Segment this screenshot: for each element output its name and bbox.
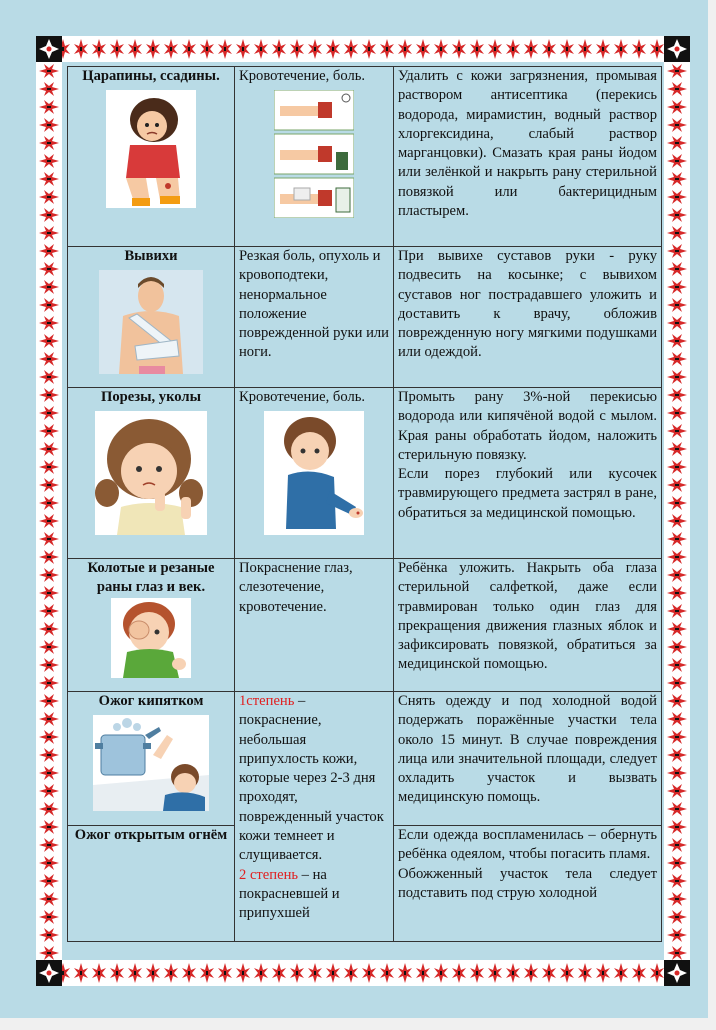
burn-degree-1-text: – покраснение, небольшая припухлость кожи, которые через 2-3 дня проходят, поврежденный участок кожи темнеет и слущивается.	[239, 693, 384, 864]
first-aid-cell	[394, 247, 662, 388]
first-aid-cell	[394, 67, 662, 247]
burn-degree-2-text: – на покрасневшей и припухшей	[239, 866, 340, 922]
injury-cell	[68, 559, 235, 692]
first-aid-text: При вывихе суставов руки - руку подвесить на косынке; с вывихом суставов ног пострадавшего уложить и доставить к врачу, обложив поврежденную ногу мягкими подушками или одеждой.	[398, 248, 657, 361]
symptoms-cell	[235, 559, 394, 692]
ornament-corner	[664, 36, 690, 62]
injury-title: Ожог открытым огнём	[74, 827, 228, 843]
first-aid-text: Удалить с кожи загрязнения, промывая раствором антисептика (перекись водорода, мирамистин, водный раствор хлоргексидина, слабый раствор марганцовки). Смазать края раны йодом или зелёнкой и накрыть рану стерильной повязкой или бактерицидным пластырем.	[398, 68, 657, 220]
first-aid-table	[67, 66, 662, 942]
symptoms-text: Покраснение глаз, слезотечение, кровотечение.	[239, 560, 353, 615]
injury-title: Порезы, уколы	[101, 389, 201, 405]
injury-cell	[68, 388, 235, 559]
injury-title: Царапины, ссадины.	[82, 68, 220, 84]
burn-degree-1-label: 1степень	[239, 693, 295, 709]
first-aid-text: Если одежда воспламенилась – обернуть ребёнка одеялом, чтобы погасить пламя.	[398, 827, 657, 863]
first-aid-text: Ребёнка уложить. Накрыть оба глаза стерильной салфеткой, даже если травмирован только один глаз для прекращения движения глазных яблок и зафиксировать повязкой, обратиться за медицинской помощью.	[398, 560, 657, 673]
first-aid-text: Снять одежду и под холодной водой подержать поражённые участки тела около 15 минут. В случае повреждения лица или значительной площади, следует охладить участок и вызвать медицинскую помощь.	[398, 693, 657, 806]
injury-cell	[68, 826, 235, 942]
first-aid-cell	[394, 559, 662, 692]
injury-cell	[68, 67, 235, 247]
table-row	[68, 559, 662, 692]
first-aid-text: Промыть рану 3%-ной перекисью водорода или кипячёной водой с мылом. Края раны обработать йодом, наложить стерильную повязку.	[398, 389, 657, 463]
table-row	[68, 247, 662, 388]
injury-cell	[68, 247, 235, 388]
child-scraped-knee-illustration	[106, 90, 196, 208]
ornament-border-right	[664, 62, 690, 960]
first-aid-table-container	[67, 66, 661, 945]
boy-covering-eye-illustration	[111, 598, 191, 678]
scratch-treatment-steps-illustration	[274, 90, 354, 218]
symptoms-text: Кровотечение, боль.	[239, 68, 366, 84]
injury-title: Колотые и резаные раны глаз и век.	[87, 560, 215, 596]
first-aid-cell	[394, 388, 662, 559]
symptoms-cell	[235, 67, 394, 247]
symptoms-cell	[235, 692, 394, 942]
first-aid-cell	[394, 826, 662, 942]
man-with-arm-sling-illustration	[99, 270, 203, 374]
symptoms-text: Кровотечение, боль.	[239, 389, 366, 405]
table-row	[68, 692, 662, 826]
injury-title: Ожог кипятком	[98, 693, 204, 709]
ornament-border-left	[36, 62, 62, 960]
ornament-corner	[664, 960, 690, 986]
boiling-water-burn-illustration	[93, 715, 209, 811]
ornament-border-top	[36, 36, 690, 62]
ornament-corner	[36, 960, 62, 986]
first-aid-text-extra: Если порез глубокий или кусочек травмирующего предмета застрял в ране, обратиться за медицинской помощью.	[398, 466, 657, 521]
injury-cell	[68, 692, 235, 826]
burn-degree-2-label: 2 степень	[239, 866, 299, 883]
girl-with-cut-finger-illustration	[95, 411, 207, 535]
symptoms-cell	[235, 388, 394, 559]
first-aid-cell	[394, 692, 662, 826]
first-aid-text-extra: Обожженный участок тела следует подставить под струю холодной	[398, 865, 657, 901]
table-row	[68, 388, 662, 559]
table-row	[68, 67, 662, 247]
ornament-border-bottom	[36, 960, 690, 986]
symptoms-cell	[235, 247, 394, 388]
injury-title: Вывихи	[124, 248, 178, 264]
symptoms-text: Резкая боль, опухоль и кровоподтеки, ненормальное положение поврежденной руки или ноги.	[239, 248, 389, 361]
boy-with-cut-hand-illustration	[264, 411, 364, 535]
ornament-corner	[36, 36, 62, 62]
